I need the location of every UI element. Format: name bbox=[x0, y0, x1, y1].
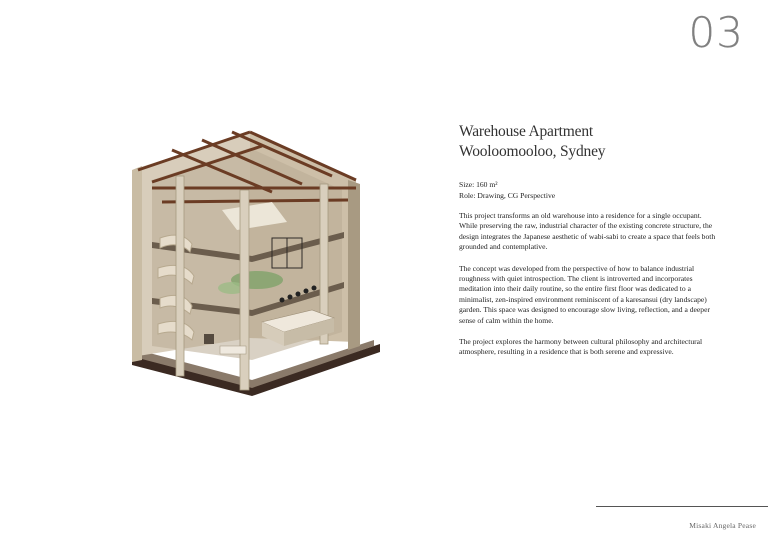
project-description-column bbox=[459, 122, 719, 369]
project-title bbox=[459, 122, 719, 162]
project-meta bbox=[459, 180, 719, 201]
sectional-perspective-illustration bbox=[112, 110, 392, 404]
description-paragraph-3: The project explores the harmony between cultural philosophy and architectural atmosphere, resulting in a residence that is both serene and expressive. bbox=[459, 337, 703, 357]
description-paragraph-2: The concept was developed from the perspective of how to balance industrial roughness with quiet introspection. The client is introverted and incorporates meditation into their daily routine, so the entire first floor was dedicated to a minimalist, zen-inspired environment reminiscent of a karesansui (dry landscape) garden. This space was designed to encourage slow living, reflection, and a deeper sense of calm within the home. bbox=[459, 263, 710, 325]
footer-divider bbox=[596, 506, 768, 507]
page-number: 03 bbox=[688, 8, 744, 57]
author-name: Misaki Angela Pease bbox=[689, 521, 756, 530]
project-role: Role: Drawing, CG Perspective bbox=[459, 190, 556, 200]
project-title-line-2: Wooloomooloo, Sydney bbox=[459, 143, 606, 160]
project-size: Size: 160 m² bbox=[459, 180, 498, 189]
description-paragraph-1: This project transforms an old warehouse into a residence for a single occupant. While preserving the raw, industrial character of the existing concrete structure, the design integrates the Japanese aesthetic of wabi-sabi to create a space that feels both grounded and contemplative. bbox=[459, 211, 716, 252]
project-title-line-1: Warehouse Apartment bbox=[459, 123, 593, 140]
